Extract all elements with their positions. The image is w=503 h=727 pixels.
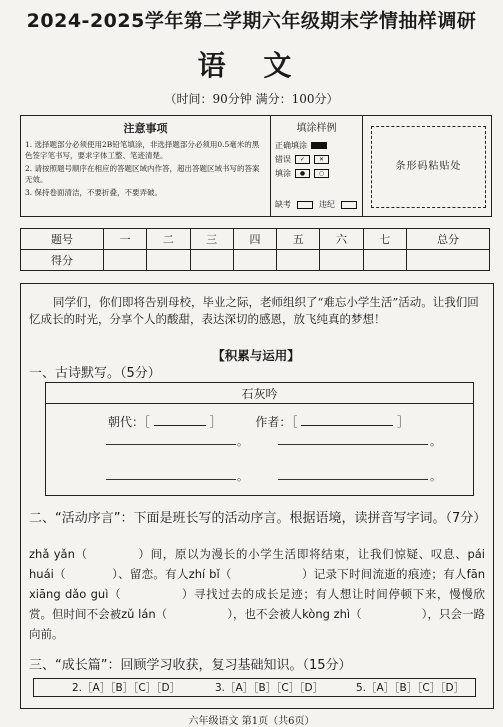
passage-text: ）记录下时间流逝的痕迹；有人 [301, 567, 467, 581]
notice-heading: 注意事项 [123, 122, 168, 135]
poem-answer-line[interactable] [106, 479, 236, 480]
absent-label: 缺考 [275, 200, 291, 209]
author-label: 作者：［ [255, 415, 298, 429]
absent-violation-row [275, 199, 357, 210]
paren-open: （ [53, 567, 66, 581]
score-cell[interactable] [103, 250, 146, 271]
notice-item: 1. 选择题部分必须使用2B铅笔填涂，非选择题部分必须用0.5毫米的黑色签字笔书写，要求字体工整、笔迹清楚。 [25, 140, 260, 160]
q1-title: 一、古诗默写。（5分） [29, 366, 161, 381]
correct-fill-row [275, 140, 358, 151]
score-header-cell: 题号 [21, 229, 104, 250]
poem-stop: 。 [237, 435, 248, 448]
answer-option-5[interactable]: 5.［A］［B］［C］［D］ [356, 682, 465, 694]
q2-title: 二、“活动序言”：下面是班长写的活动序言。根据语境，读拼音写字词。（7分） [29, 511, 487, 526]
pinyin-fan-xiang-dao-gui: fān xiāng dǎo guì [29, 567, 486, 601]
exam-meta: （时间：90分钟 满分：100分） [164, 92, 339, 106]
wrong-fill-row [275, 154, 358, 165]
author-bracket-end: ］ [397, 415, 410, 429]
notice-item: 3. 保持卷面清洁，不要折叠，不要弄破。 [25, 188, 163, 197]
score-header-cell: 六 [320, 229, 363, 250]
score-header-cell: 四 [233, 229, 276, 250]
passage-text: ）寻找过去的成长足迹；有人想让时间停顿下来，慢慢欣赏。但时间不会被 [29, 587, 486, 621]
author-blank[interactable] [301, 415, 393, 426]
score-table [20, 228, 490, 271]
q3-title: 三、“成长篇”：回顾学习收获，复习基础知识。（15分） [29, 658, 352, 673]
intro-paragraph: 同学们，你们即将告别母校，毕业之际，老师组织了“难忘小学生活”活动。让我们回忆成长的时光，分享个人的酸甜，表达深切的感恩，放飞纯真的梦想！ [29, 295, 479, 326]
notice-area [20, 115, 492, 217]
score-cell[interactable] [147, 250, 190, 271]
poem-title: 石灰吟 [241, 387, 278, 401]
absent-checkbox[interactable] [297, 201, 313, 209]
passage-text: ）间，原以为漫长的小学生活即将结束，让我们惊疑、叹息、 [137, 547, 468, 561]
poem-answer-line[interactable] [278, 479, 428, 480]
dynasty-bracket-end: ］ [209, 415, 222, 429]
passage-text: ），只会一路向前。 [29, 607, 486, 641]
pinyin-zhi-bi: zhí bǐ [188, 567, 220, 581]
passage-text: ），也不会被人 [227, 607, 303, 621]
paren-open: （ [155, 607, 168, 621]
dynasty-label: 朝代：［ [108, 415, 151, 429]
score-header-cell: 总分 [406, 229, 489, 250]
fill-sample-panel [271, 116, 363, 216]
score-header-cell: 二 [147, 229, 190, 250]
barcode-area: 条形码粘贴处 [371, 126, 486, 208]
poem-stop: 。 [430, 470, 441, 483]
score-cell[interactable] [233, 250, 276, 271]
q2-passage [29, 544, 485, 644]
score-cell[interactable] [363, 250, 406, 271]
circle-box-icon: ○ [314, 169, 329, 178]
cross-box-icon: ✕ [314, 155, 329, 164]
dot-box-icon: ● [295, 169, 310, 178]
violation-label: 违纪 [319, 200, 335, 209]
correct-fill-label: 正确填涂 [275, 141, 307, 150]
passage-text: ）、留恋。有人 [111, 567, 189, 581]
fill-sample-heading: 填涂样例 [296, 123, 337, 134]
section-heading: 【积累与运用】 [212, 348, 300, 363]
poem-box [45, 382, 474, 496]
notice-panel [21, 116, 271, 216]
score-cell[interactable] [277, 250, 320, 271]
score-table-score-row [21, 250, 490, 271]
wrong-fill-row-2 [275, 168, 358, 179]
score-table-header-row [21, 229, 490, 250]
poem-answer-line[interactable] [106, 444, 236, 445]
answer-options-strip [33, 678, 476, 697]
notice-item: 2. 请按照题号顺序在相应的答题区域内作答，超出答题区域书写的答案无效。 [25, 164, 260, 184]
score-row-label: 得分 [21, 250, 104, 271]
check-box-icon: ✓ [295, 155, 310, 164]
poem-meta-row [108, 413, 409, 430]
pinyin-kong-zhi: kòng zhì [302, 607, 351, 621]
subject-title: 语 文 [197, 49, 306, 82]
paren-open: （ [108, 587, 122, 601]
page-footer: 六年级语文 第1页（共6页） [188, 716, 315, 727]
question-area [20, 283, 494, 709]
violation-checkbox[interactable] [341, 201, 357, 209]
score-cell[interactable] [190, 250, 233, 271]
pinyin-zha-yan: zhǎ yǎn [29, 547, 75, 561]
score-header-cell: 七 [363, 229, 406, 250]
wrong-fill-label-2: 填涂 [275, 169, 291, 178]
score-header-cell: 一 [103, 229, 146, 250]
poem-answer-line[interactable] [278, 444, 428, 445]
pinyin-zu-lan: zǔ lán [121, 607, 156, 621]
poem-stop: 。 [430, 435, 441, 448]
wrong-fill-label: 错误 [275, 155, 291, 164]
score-header-cell: 五 [277, 229, 320, 250]
filled-box-icon [311, 142, 327, 149]
paren-open: （ [219, 567, 232, 581]
score-header-cell: 三 [190, 229, 233, 250]
poem-stop: 。 [237, 470, 248, 483]
answer-option-3[interactable]: 3.［A］［B］［C］［D］ [215, 682, 324, 694]
exam-title: 2024-2025学年第二学期六年级期末学情抽样调研 [26, 10, 477, 32]
score-cell[interactable] [320, 250, 363, 271]
paren-open: （ [350, 607, 362, 621]
answer-option-2[interactable]: 2.［A］［B］［C］［D］ [72, 682, 181, 694]
dynasty-blank[interactable] [154, 415, 206, 426]
paren-open: （ [74, 547, 88, 561]
score-cell[interactable] [406, 250, 489, 271]
poem-divider [46, 403, 473, 404]
pinyin-pai-huai: pái huái [29, 547, 485, 581]
